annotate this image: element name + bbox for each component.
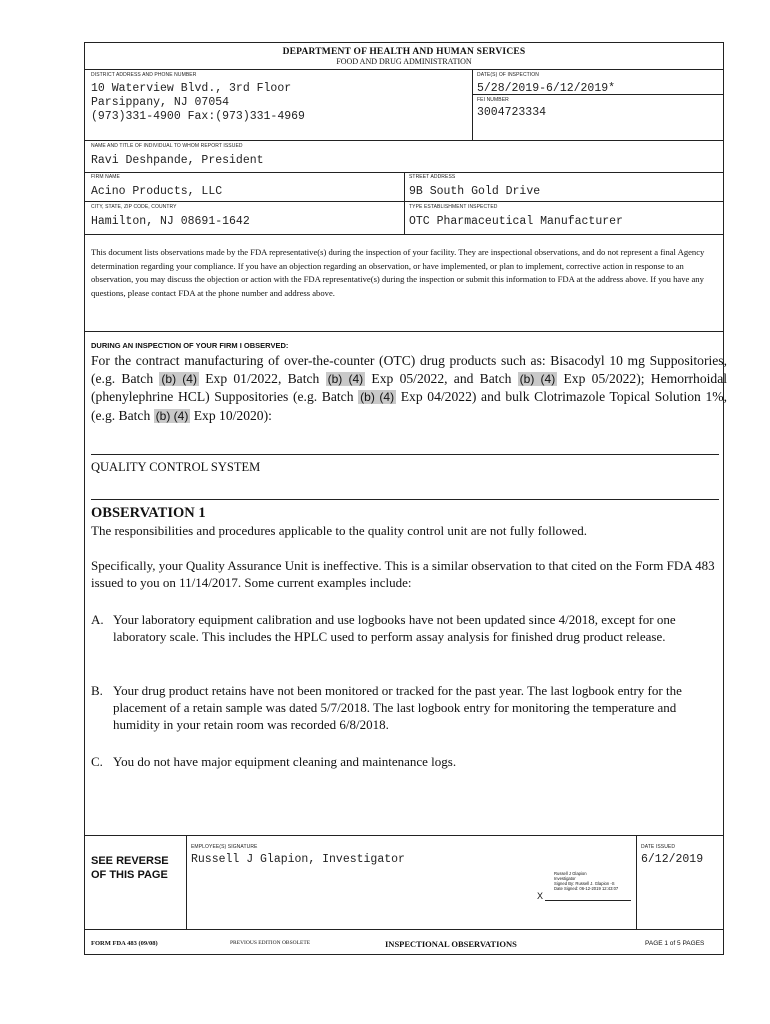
intro-text: Exp 10/2020): [190,407,272,423]
item-text: Your drug product retains have not been monitored or tracked for the past year. The last logbook entry for the placement of a retain sample was dated 5/7/2018. The last logbook entry for monitoring the temperature and humidity in your retain room was recorded 6/8/2018. [113,683,682,732]
sig-line: Signed By: Russell J. Glapion -S [554,881,615,886]
see-reverse-note [91,854,169,882]
agency-title: FOOD AND DRUG ADMINISTRATION [336,57,472,66]
observation-title: OBSERVATION 1 [91,505,206,521]
date-issued-value: 6/12/2019 [641,853,704,866]
item-letter: A. [91,612,104,627]
city-label: CITY, STATE, ZIP CODE, COUNTRY [91,204,177,210]
intro-paragraph [91,352,727,425]
during-inspection-label: DURING AN INSPECTION OF YOUR FIRM I OBSERVED: [91,341,289,350]
inspection-dates-value: 5/28/2019-6/12/2019* [477,82,616,95]
street-label: STREET ADDRESS [409,174,456,180]
item-text: You do not have major equipment cleaning and maintenance logs. [113,754,457,769]
signature-x-mark: X [537,891,544,901]
street-value: 9B South Gold Drive [409,185,541,198]
footer-title: INSPECTIONAL OBSERVATIONS [385,939,517,949]
firm-name-value: Acino Products, LLC [91,185,223,198]
intro-text: Exp 05/2022, and Batch [365,371,518,387]
signature-line [545,900,631,901]
item-letter: C. [91,754,103,769]
redaction-box: (b) (4) [155,408,189,423]
city-value: Hamilton, NJ 08691-1642 [91,215,250,228]
fei-label: FEI NUMBER [477,97,509,103]
form-header [85,43,723,70]
previous-edition: PREVIOUS EDITION OBSOLETE [230,940,311,946]
divider [404,172,405,234]
sig-line: Investigator [554,876,576,881]
firm-name-label: FIRM NAME [91,174,120,180]
notice-text: This document lists observations made by the FDA representative(s) during the inspection of your facility. They are inspectional observations, and do not represent a final Agency determination regarding your compliance. If you have an objection regarding an observation, or have implemented, or plan to implement, corrective action in response to an observation, you may discuss the objection or action with the FDA representative(s) during the inspection or submit this information to FDA at the address above. If you have any questions, please contact FDA at the phone number and address above. [91,247,705,298]
district-line2: Parsippany, NJ 07054 [91,96,230,109]
date-issued-label: DATE ISSUED [641,844,676,850]
district-label: DISTRICT ADDRESS AND PHONE NUMBER [91,72,197,78]
divider [85,201,723,202]
individual-label: NAME AND TITLE OF INDIVIDUAL TO WHOM REPORT ISSUED [91,143,243,149]
item-letter: B. [91,683,103,698]
fda-483-form [84,42,728,955]
fei-value: 3004723334 [477,106,547,119]
individual-value: Ravi Deshpande, President [91,154,264,167]
divider [186,835,187,929]
divider [85,835,723,836]
divider [91,454,719,455]
sig-line: Date Signed: 06-12-2019 12:43:07 [554,886,619,891]
observation-summary: The responsibilities and procedures applicable to the quality control unit are not fully followed. [91,523,588,538]
digital-signature-text [554,871,644,891]
redaction-box: (b) (4) [519,372,556,387]
establishment-value: OTC Pharmaceutical Manufacturer [409,215,623,228]
divider [472,69,473,140]
intro-text: Exp 01/2022, Batch [198,371,326,387]
see-reverse-line2: OF THIS PAGE [91,869,168,881]
divider [85,331,723,332]
divider [85,929,723,930]
form-number: FORM FDA 483 (09/08) [91,940,158,947]
district-line3: (973)331-4900 Fax:(973)331-4969 [91,110,305,123]
district-line1: 10 Waterview Blvd., 3rd Floor [91,82,292,95]
divider [91,499,719,500]
sig-line: Russell J Glapion [554,871,587,876]
see-reverse-line1: SEE REVERSE [91,855,169,867]
department-title: DEPARTMENT OF HEALTH AND HUMAN SERVICES [282,47,526,57]
employee-signature-value: Russell J Glapion, Investigator [191,853,405,866]
page-number: PAGE 1 of 5 PAGES [645,940,705,947]
intro-text: Exp 04/2022) and bulk Clotrimazole Topical Solution 1%, (e.g. Batch [91,389,728,423]
inspection-dates-label: DATE(S) OF INSPECTION [477,72,540,78]
establishment-label: TYPE ESTABLISHMENT INSPECTED [409,204,498,210]
employee-signature-label: EMPLOYEE(S) SIGNATURE [191,844,258,850]
section-heading: QUALITY CONTROL SYSTEM [91,460,261,474]
item-text: Your laboratory equipment calibration and use logbooks have not been updated since 4/2018, except for one laboratory scale. This includes the HPLC used to perform assay analysis for finished drug product release. [113,612,676,644]
redaction-box: (b) (4) [161,372,197,387]
divider [85,234,723,235]
redaction-box: (b) (4) [360,390,395,405]
divider [85,140,723,141]
redaction-box: (b) (4) [327,372,364,387]
intro-text: Exp 05/2022); Hemorrhoidal (phenylephrine HCL) Suppositories (e.g. Batch [91,371,728,405]
observation-specifically: Specifically, your Quality Assurance Unit is ineffective. This is a similar observation to that cited on the Form FDA 483 issued to you on 11/14/2017. Some current examples include: [91,558,715,590]
intro-text: For the contract manufacturing of over-the-counter (OTC) drug products such as: Bisacodyl 10 mg Suppositories, (e.g. Batch [91,353,727,387]
